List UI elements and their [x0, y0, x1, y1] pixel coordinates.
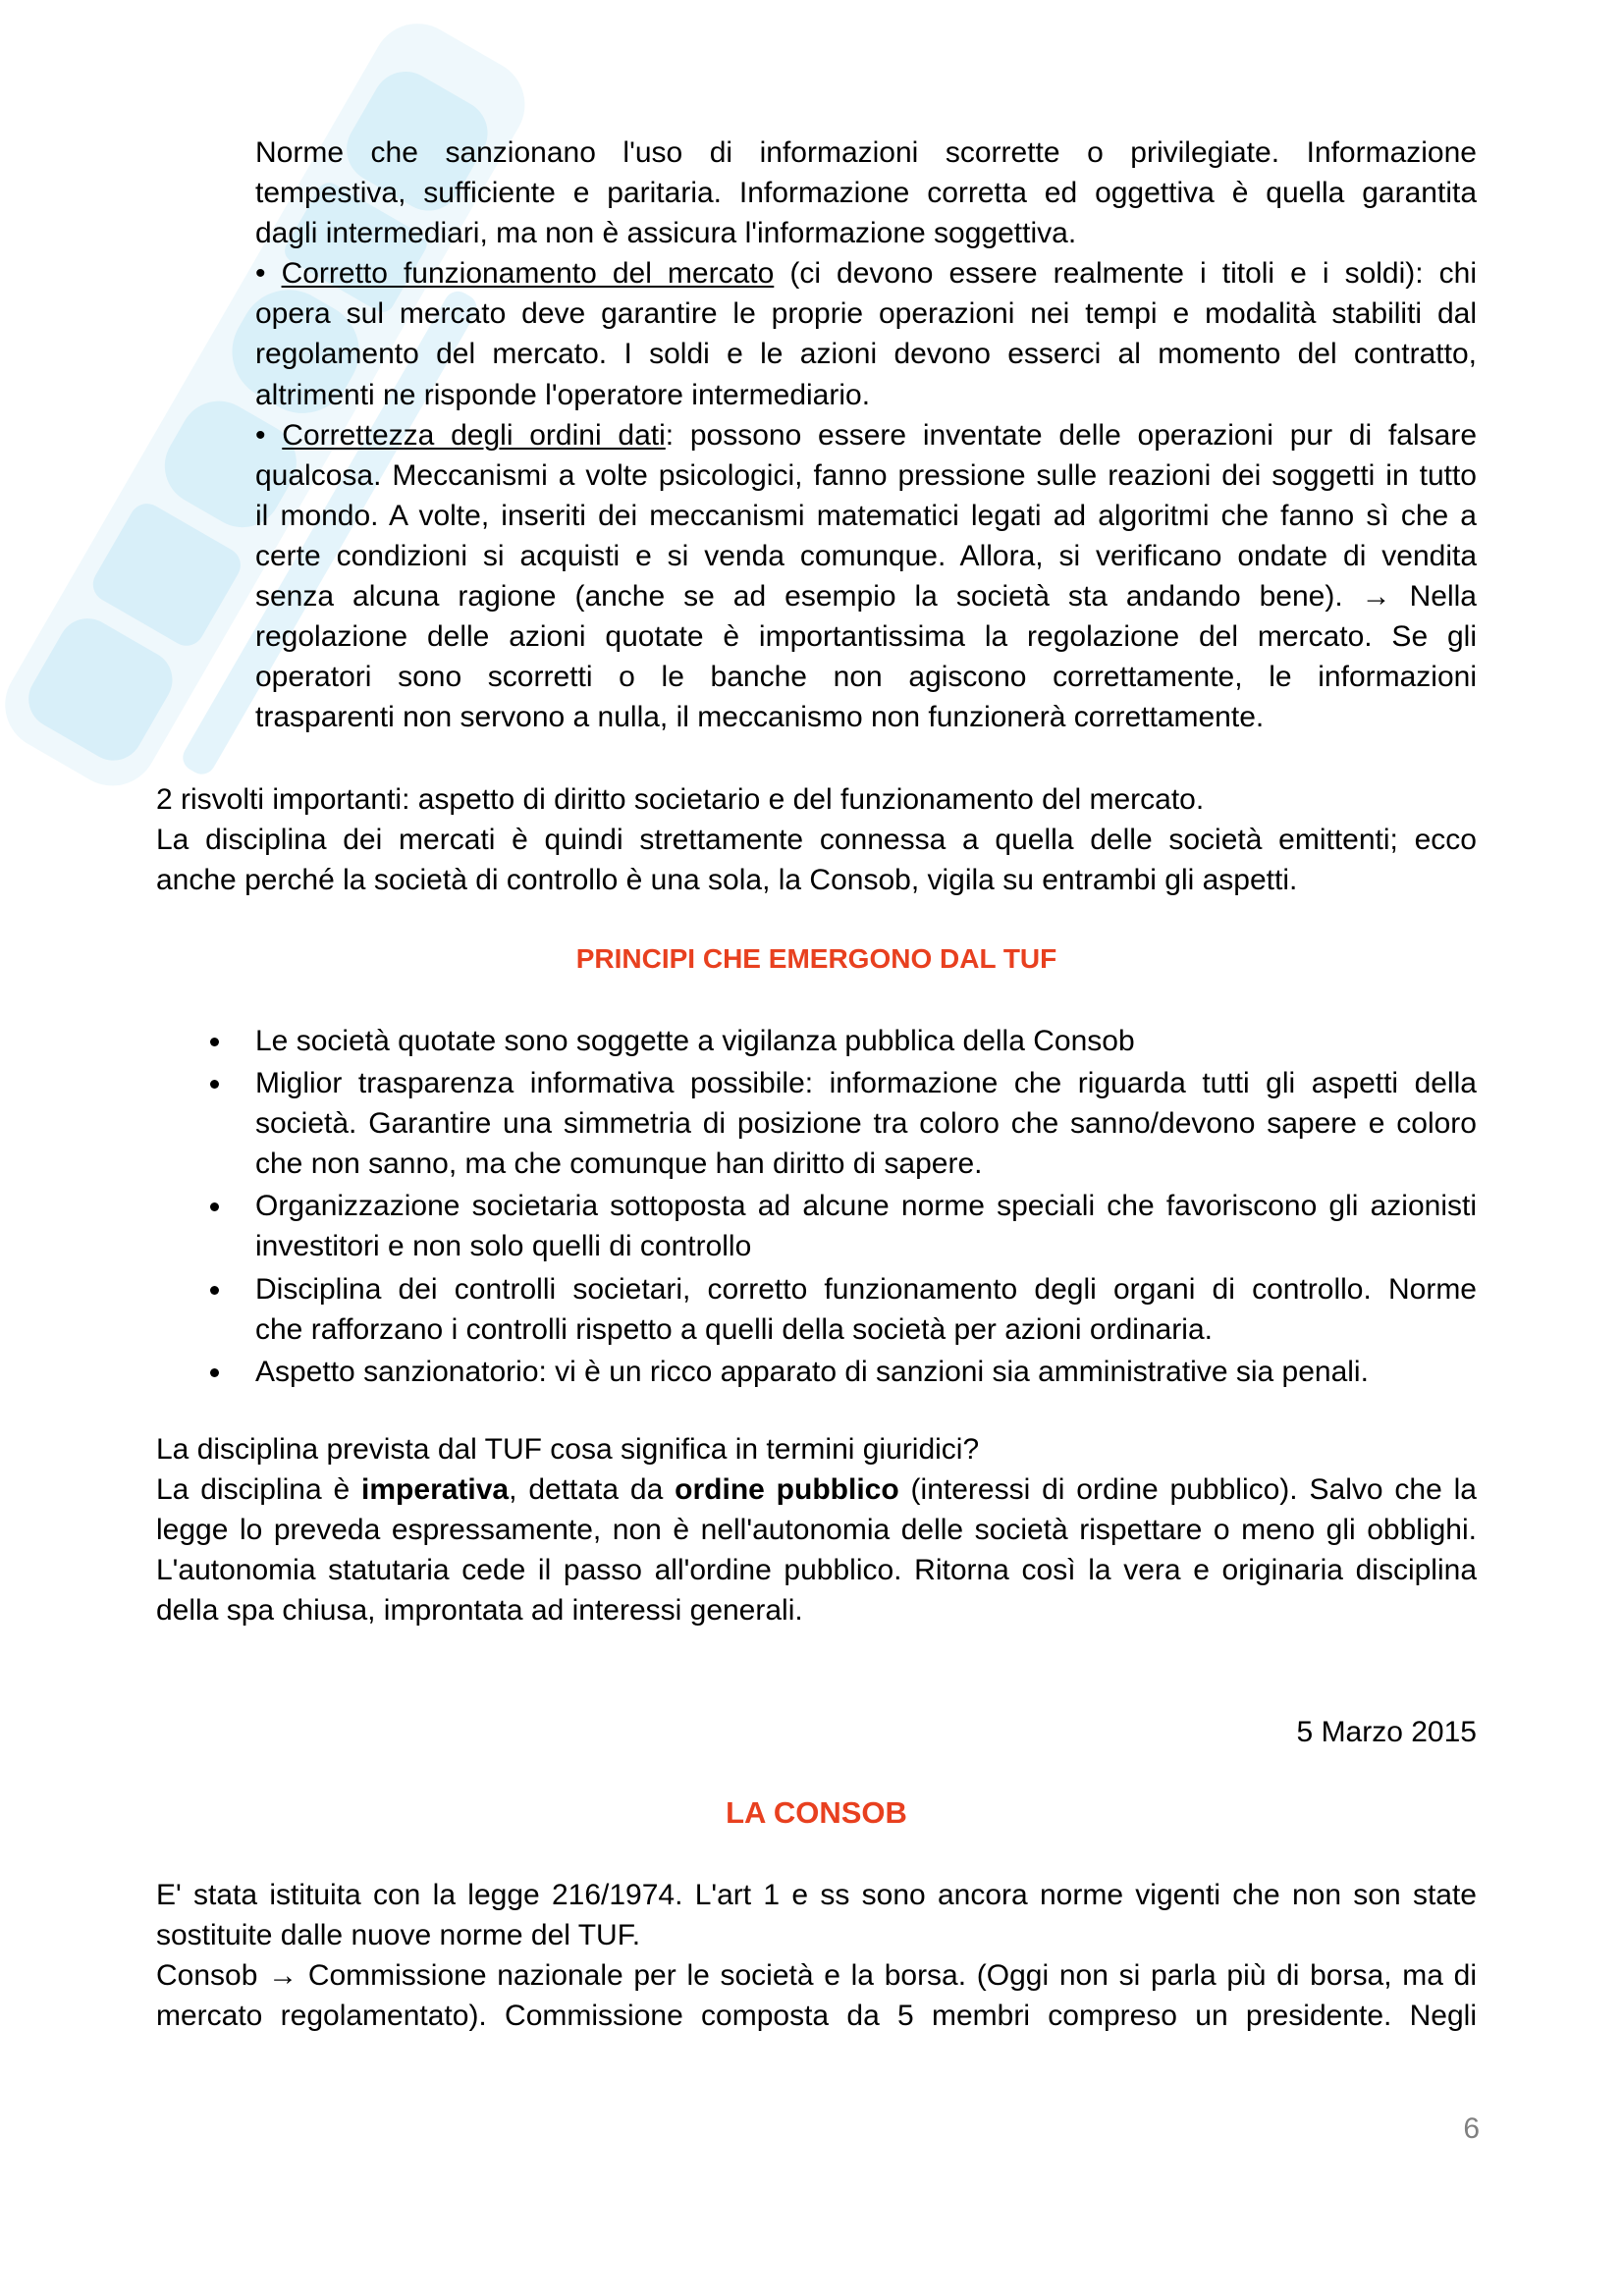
bullet-marker: • [255, 257, 282, 291]
bullet-icon [210, 1368, 219, 1377]
paragraph-line: regolamento del mercato. I soldi e le azioni devono esserci al momento del contratto, [255, 338, 1477, 371]
section-legal-meaning [156, 1429, 1477, 1630]
underlined-term: Corretto funzionamento del mercato [281, 257, 775, 291]
list-item-line: Organizzazione societaria sottoposta ad alcune norme speciali che favoriscono gli azionisti [255, 1190, 1477, 1223]
paragraph-line: mercato regolamentato). Commissione composta da 5 membri compreso un presidente. Negli [156, 2000, 1477, 2033]
paragraph-line: operatori sono scorretti o le banche non agiscono correttamente, le informazioni [255, 661, 1477, 694]
list-item-line: Miglior trasparenza informativa possibile: informazione che riguarda tutti gli aspetti della [255, 1067, 1477, 1100]
paragraph-line: L'autonomia statutaria cede il passo all'ordine pubblico. Ritorna così la vera e originaria disciplina [156, 1554, 1477, 1587]
underlined-term: Correttezza degli ordini dati [282, 418, 666, 452]
section-heading-consob: LA CONSOB [726, 1795, 907, 1830]
paragraph-line: Consob → Commissione nazionale per le società e la borsa. (Oggi non si parla più di borsa, ma di [156, 1959, 1477, 1993]
question-line: La disciplina prevista dal TUF cosa significa in termini giuridici? [156, 1433, 980, 1466]
paragraph-line: tempestiva, sufficiente e paritaria. Informazione corretta ed oggettiva è quella garantita [255, 177, 1477, 210]
list-item [255, 1063, 1477, 1184]
paragraph-line: legge lo preveda espressamente, non è nell'autonomia delle società rispettare o meno gli obblighi. [156, 1514, 1477, 1547]
bold-term: imperativa [361, 1473, 510, 1507]
paragraph-line: certe condizioni si acquisti e si venda comunque. Allora, si verificano ondate di vendita [255, 539, 1477, 572]
paragraph-line: il mondo. A volte, inseriti dei meccanismi matematici legati ad algoritmi che fanno sì che a [255, 499, 1477, 532]
text-segment: (ci devono essere realmente i titoli e i soldi): chi [774, 257, 1477, 291]
text-segment: La disciplina è [156, 1473, 362, 1507]
list-item-line: che rafforzano i controlli rispetto a quelli della società per azioni ordinaria. [255, 1312, 1213, 1346]
text-segment: : possono essere inventate delle operazioni pur di falsare [665, 418, 1478, 452]
paragraph-line: La disciplina dei mercati è quindi strettamente connessa a quella delle società emittenti; ecco [156, 824, 1477, 857]
principi-list [255, 1021, 1477, 1392]
paragraph-line: regolazione delle azioni quotate è importantissima la regolazione del mercato. Se gli [255, 620, 1477, 654]
section-market-rules [255, 133, 1477, 737]
paragraph-line: E' stata istituita con la legge 216/1974. L'art 1 e ss sono ancora norme vigenti che non son state [156, 1879, 1477, 1911]
bullet-line-mercato [255, 253, 1477, 294]
list-item [255, 1021, 1477, 1061]
paragraph-line: opera sul mercato deve garantire le proprie operazioni nei tempi e modalità stabiliti dal [255, 297, 1477, 331]
bullet-icon [210, 1202, 219, 1211]
paragraph-line: senza alcuna ragione (anche se ad esempio la società sta andando bene). → Nella [255, 580, 1477, 614]
list-item-line: che non sanno, ma che comunque han diritto di sapere. [255, 1148, 983, 1181]
list-item-line: società. Garantire una simmetria di posizione tra coloro che sanno/devono sapere e coloro [255, 1107, 1477, 1141]
text-segment: (interessi di ordine pubblico). Salvo che la [898, 1473, 1477, 1507]
paragraph-line: 2 risvolti importanti: aspetto di diritto societario e del funzionamento del mercato. [156, 783, 1205, 816]
paragraph-line: sostituite dalle nuove norme del TUF. [156, 1919, 641, 1952]
list-item-line: Disciplina dei controlli societari, corretto funzionamento degli organi di controllo. Norme [255, 1272, 1477, 1306]
list-item [255, 1269, 1477, 1350]
paragraph-line: dagli intermediari, ma non è assicura l'informazione soggettiva. [255, 217, 1077, 250]
paragraph-line: altrimenti ne risponde l'operatore intermediario. [255, 378, 871, 411]
bullet-icon [210, 1038, 219, 1046]
paragraph-line: anche perché la società di controllo è una sola, la Consob, vigila su entrambi gli aspetti. [156, 864, 1298, 897]
list-item [255, 1352, 1477, 1392]
bullet-icon [210, 1286, 219, 1295]
section-two-aspects [156, 779, 1477, 900]
list-item-line: Le società quotate sono soggette a vigilanza pubblica della Consob [255, 1025, 1135, 1057]
paragraph-line: della spa chiusa, improntata ad interessi generali. [156, 1594, 803, 1628]
bold-term: ordine pubblico [675, 1473, 899, 1507]
paragraph-line: trasparenti non servono a nulla, il meccanismo non funzionerà correttamente. [255, 701, 1265, 734]
date-label: 5 Marzo 2015 [1296, 1716, 1477, 1748]
list-item-line: Aspetto sanzionatorio: vi è un ricco apparato di sanzioni sia amministrative sia penali. [255, 1355, 1369, 1388]
paragraph-line: qualcosa. Meccanismi a volte psicologici, fanno pressione sulle reazioni dei soggetti in tutto [255, 458, 1477, 492]
paragraph-line: Norme che sanzionano l'uso di informazioni scorrette o privilegiate. Informazione [255, 136, 1477, 169]
bullet-marker: • [255, 418, 283, 452]
page-number: 6 [1463, 2112, 1480, 2145]
list-item-line: investitori e non solo quelli di controllo [255, 1230, 752, 1263]
section-consob [156, 1875, 1477, 2036]
bullet-line-ordini [255, 415, 1477, 455]
list-item [255, 1186, 1477, 1266]
section-heading-principi: PRINCIPI CHE EMERGONO DAL TUF [575, 943, 1057, 974]
bullet-icon [210, 1080, 219, 1089]
paragraph-line [156, 1469, 1477, 1510]
text-segment: , dettata da [509, 1473, 676, 1507]
